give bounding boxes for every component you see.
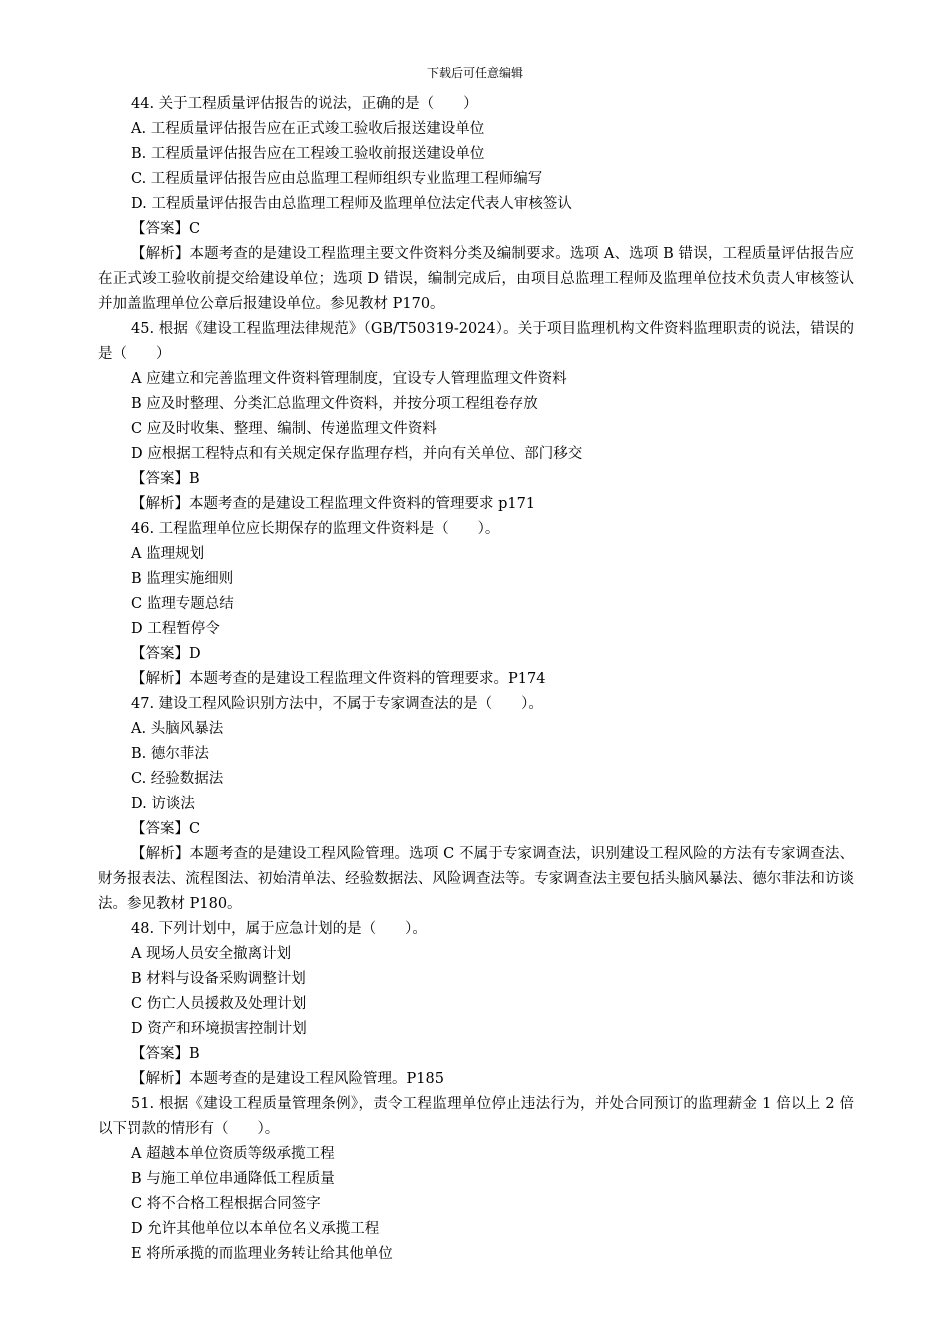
option-b: B 监理实施细则 bbox=[131, 571, 234, 587]
option-d: D 资产和环境损害控制计划 bbox=[131, 1021, 307, 1037]
option-b: B. 工程质量评估报告应在工程竣工验收前报送建设单位 bbox=[131, 146, 485, 162]
option-c: C. 经验数据法 bbox=[131, 771, 224, 787]
option-b: B 应及时整理、分类汇总监理文件资料，并按分项工程组卷存放 bbox=[131, 396, 538, 412]
option-d: D 工程暂停令 bbox=[131, 621, 220, 637]
option-a: A 应建立和完善监理文件资料管理制度，宜设专人管理监理文件资料 bbox=[131, 371, 567, 387]
option-d: D 允许其他单位以本单位名义承揽工程 bbox=[131, 1221, 380, 1237]
answer: 【答案】C bbox=[131, 821, 201, 837]
option-e: E 将所承揽的而监理业务转让给其他单位 bbox=[131, 1246, 393, 1262]
option-d: D. 工程质量评估报告由总监理工程师及监理单位法定代表人审核签认 bbox=[131, 196, 572, 212]
option-a: A 超越本单位资质等级承揽工程 bbox=[131, 1146, 335, 1162]
option-c: C 将不合格工程根据合同签字 bbox=[131, 1196, 321, 1212]
option-c: C. 工程质量评估报告应由总监理工程师组织专业监理工程师编写 bbox=[131, 171, 543, 187]
option-d: D 应根据工程特点和有关规定保存监理存档，并向有关单位、部门移交 bbox=[131, 446, 583, 462]
option-c: C 伤亡人员援救及处理计划 bbox=[131, 996, 307, 1012]
question-47-stem: 47. 建设工程风险识别方法中，不属于专家调查法的是（ ）。 bbox=[131, 696, 543, 712]
analysis: 【解析】本题考查的是建设工程监理主要文件资料分类及编制要求。选项 A、选项 B 错误，工程质量评估报告应在正式竣工验收前提交给建设单位；选项 D 错误，编制完成后，由项目总监理工程师及监理单位技术负责人审核签认并加盖监理单位公章后报建设单位。参见教材 P170。 bbox=[98, 246, 854, 312]
option-b: B 与施工单位串通降低工程质量 bbox=[131, 1171, 335, 1187]
analysis: 【解析】本题考查的是建设工程监理文件资料的管理要求。P174 bbox=[131, 671, 546, 687]
document-body bbox=[98, 92, 854, 1267]
answer: 【答案】B bbox=[131, 471, 200, 487]
option-c: C 应及时收集、整理、编制、传递监理文件资料 bbox=[131, 421, 437, 437]
option-a: A. 工程质量评估报告应在正式竣工验收后报送建设单位 bbox=[131, 121, 485, 137]
option-b: B. 德尔菲法 bbox=[131, 746, 209, 762]
page-header: 下载后可任意编辑 bbox=[426, 66, 523, 80]
analysis: 【解析】本题考查的是建设工程风险管理。P185 bbox=[131, 1071, 444, 1087]
option-a: A. 头脑风暴法 bbox=[131, 721, 224, 737]
analysis: 【解析】本题考查的是建设工程监理文件资料的管理要求 p171 bbox=[131, 496, 536, 512]
question-46-stem: 46. 工程监理单位应长期保存的监理文件资料是（ ）。 bbox=[131, 521, 500, 537]
question-44-stem: 44. 关于工程质量评估报告的说法，正确的是（ ） bbox=[131, 96, 478, 112]
question-48-stem: 48. 下列计划中，属于应急计划的是（ ）。 bbox=[131, 921, 427, 937]
option-a: A 监理规划 bbox=[131, 546, 205, 562]
question-45-stem: 45. 根据《建设工程监理法律规范》（GB/T50319-2024）。关于项目监理机构文件资料监理职责的说法，错误的是（ ） bbox=[98, 321, 854, 362]
option-d: D. 访谈法 bbox=[131, 796, 195, 812]
answer: 【答案】B bbox=[131, 1046, 200, 1062]
answer: 【答案】D bbox=[131, 646, 201, 662]
answer: 【答案】C bbox=[131, 221, 201, 237]
option-b: B 材料与设备采购调整计划 bbox=[131, 971, 306, 987]
option-c: C 监理专题总结 bbox=[131, 596, 234, 612]
option-a: A 现场人员安全撤离计划 bbox=[131, 946, 292, 962]
analysis: 【解析】本题考查的是建设工程风险管理。选项 C 不属于专家调查法，识别建设工程风险的方法有专家调查法、财务报表法、流程图法、初始清单法、经验数据法、风险调查法等。专家调查法主要包括头脑风暴法、德尔菲法和访谈法。参见教材 P180。 bbox=[98, 846, 854, 912]
question-51-stem: 51. 根据《建设工程质量管理条例》，责令工程监理单位停止违法行为，并处合同预订的监理薪金 1 倍以上 2 倍以下罚款的情形有（ ）。 bbox=[98, 1096, 854, 1137]
